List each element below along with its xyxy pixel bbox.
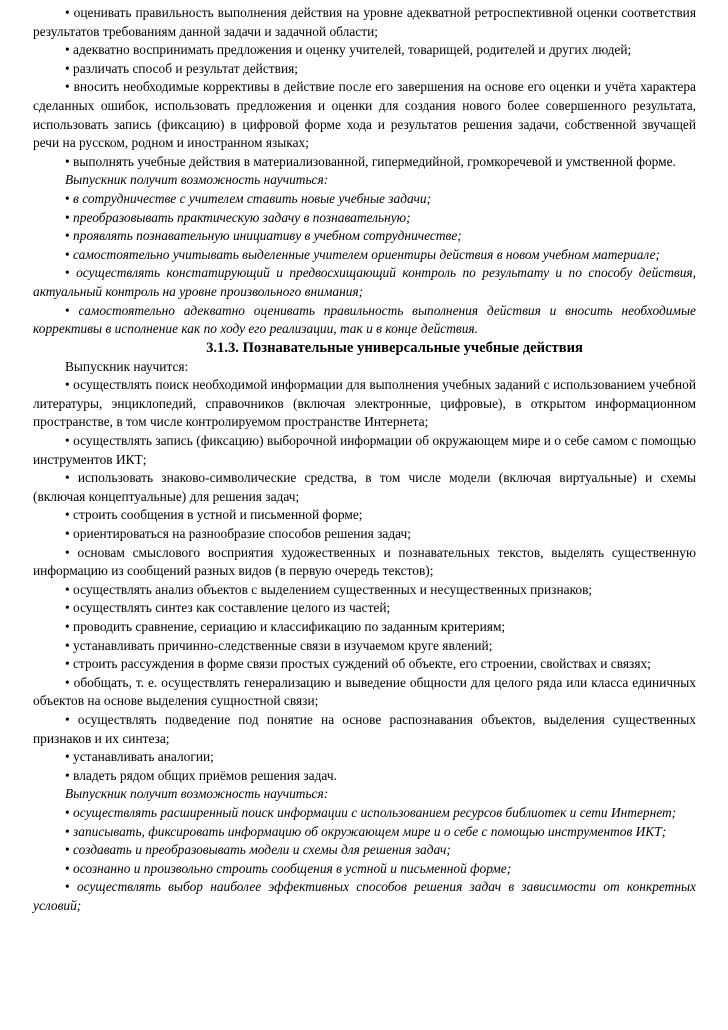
bullet-text: • самостоятельно учитывать выделенные учителем ориентиры действия в новом учебном материале; [65,247,660,262]
bullet-text: • проводить сравнение, сериацию и классификацию по заданным критериям; [65,619,505,634]
bullet-item [33,60,696,79]
bullet-text: • осознанно и произвольно строить сообщения в устной и письменной форме; [65,861,511,876]
bullet-item [33,264,696,301]
bullet-item [33,674,696,711]
bullet-text: • создавать и преобразовывать модели и схемы для решения задач; [65,842,451,857]
bullet-item [33,153,696,172]
section-heading [33,339,696,358]
bullet-item [33,637,696,656]
bullet-item [33,41,696,60]
bullet-text: • осуществлять синтез как составление целого из частей; [65,600,390,615]
bullet-text: • строить рассуждения в форме связи простых суждений об объекте, его строении, свойствах и связях; [65,656,651,671]
bullet-item [33,748,696,767]
bullet-text: • осуществлять расширенный поиск информации с использованием ресурсов библиотек и сети Интернет; [65,805,676,820]
bullet-text: • использовать знаково-символические средства, в том числе модели (включая виртуальные) и схемы (включая концептуальные) для решения задач; [33,470,696,504]
bullet-item [33,655,696,674]
bullet-text: • ориентироваться на разнообразие способов решения задач; [65,526,411,541]
bullet-text: • самостоятельно адекватно оценивать правильность выполнения действия и вносить необходимые коррективы в исполнение как по ходу его реализации, так и в конце действия. [33,303,696,337]
bullet-text: • владеть рядом общих приёмов решения задач. [65,768,337,783]
bullet-text: • проявлять познавательную инициативу в учебном сотрудничестве; [65,228,462,243]
bullet-text: • в сотрудничестве с учителем ставить новые учебные задачи; [65,191,431,206]
list-lead [33,785,696,804]
bullet-item [33,506,696,525]
bullet-item [33,525,696,544]
bullet-text: • записывать, фиксировать информацию об окружающем мире и о себе с помощью инструментов ИКТ; [65,824,666,839]
bullet-item [33,302,696,339]
bullet-item [33,767,696,786]
bullet-text: • адекватно воспринимать предложения и оценку учителей, товарищей, родителей и других людей; [65,42,631,57]
bullet-item [33,823,696,842]
bullet-item [33,581,696,600]
bullet-item [33,376,696,432]
text: 3.1.3. Познавательные универсальные учебные действия [206,339,583,356]
bullet-item [33,860,696,879]
bullet-text: • преобразовывать практическую задачу в познавательную; [65,210,411,225]
bullet-text: • осуществлять анализ объектов с выделением существенных и несущественных признаков; [65,582,592,597]
bullet-item [33,841,696,860]
bullet-item [33,711,696,748]
bullet-item [33,469,696,506]
bullet-item [33,190,696,209]
list-lead [33,358,696,377]
bullet-text: • обобщать, т. е. осуществлять генерализацию и выведение общности для целого ряда или класса единичных объектов на основе выделения сущностной связи; [33,675,696,709]
bullet-item [33,544,696,581]
text: Выпускник получит возможность научиться: [65,786,329,802]
list-lead [33,171,696,190]
bullet-item [33,227,696,246]
bullet-text: • устанавливать аналогии; [65,749,214,764]
bullet-item [33,4,696,41]
bullet-text: • осуществлять выбор наиболее эффективных способов решения задач в зависимости от конкретных условий; [33,879,696,913]
bullet-item [33,878,696,915]
text: Выпускник получит возможность научиться: [65,172,329,188]
bullet-text: • различать способ и результат действия; [65,61,298,76]
bullet-text: • вносить необходимые коррективы в действие после его завершения на основе его оценки и учёта характера сделанных ошибок, использовать предложения и оценки для создания нового более совершенного результата, использовать запись (фиксацию) в цифровой форме хода и результатов решения задачи, собственной звучащей речи на русском, родном и иностранном языках; [33,79,696,150]
bullet-item [33,246,696,265]
bullet-item [33,804,696,823]
bullet-text: • устанавливать причинно-следственные связи в изучаемом круге явлений; [65,638,492,653]
bullet-text: • строить сообщения в устной и письменной форме; [65,507,363,522]
bullet-text: • осуществлять запись (фиксацию) выборочной информации об окружающем мире и о себе самом с помощью инструментов ИКТ; [33,433,696,467]
bullet-text: • осуществлять подведение под понятие на основе распознавания объектов, выделения существенных признаков и их синтеза; [33,712,696,746]
bullet-item [33,599,696,618]
bullet-text: • оценивать правильность выполнения действия на уровне адекватной ретроспективной оценки соответствия результатов требованиям данной задачи и задачной области; [33,5,696,39]
bullet-text: • осуществлять констатирующий и предвосхищающий контроль по результату и по способу действия, актуальный контроль на уровне произвольного внимания; [33,265,696,299]
bullet-item [33,209,696,228]
bullet-item [33,78,696,152]
bullet-text: • выполнять учебные действия в материализованной, гипермедийной, громкоречевой и умственной форме. [65,154,676,169]
bullet-text: • основам смыслового восприятия художественных и познавательных текстов, выделять существенную информацию из сообщений разных видов (в первую очередь текстов); [33,545,696,579]
bullet-text: • осуществлять поиск необходимой информации для выполнения учебных заданий с использованием учебной литературы, энциклопедий, справочников (включая электронные, цифровые), в открытом информационном пространстве, в том числе контролируемом пространстве Интернета; [33,377,696,429]
bullet-item [33,432,696,469]
text: Выпускник научится: [65,358,189,374]
bullet-item [33,618,696,637]
